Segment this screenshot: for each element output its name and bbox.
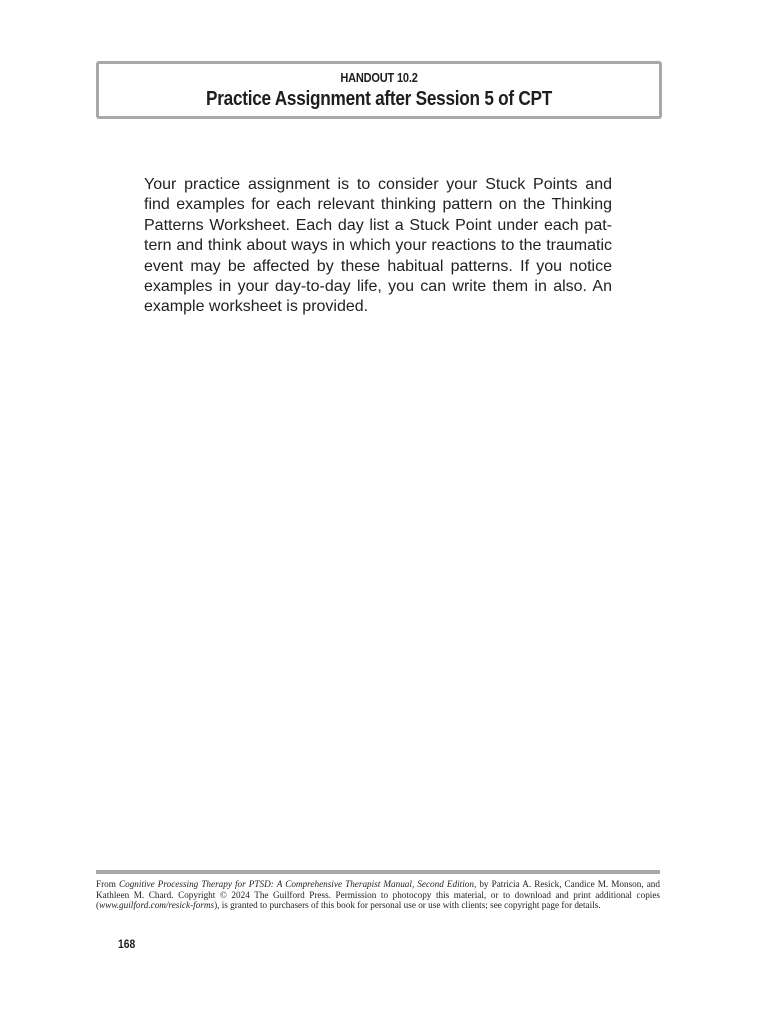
credit-suffix: ), is granted to purchasers of this book for personal use or use with clients; see copyright page for details. xyxy=(214,900,601,911)
page-number: 168 xyxy=(118,939,136,951)
credit-authors: , by Patricia A. Resick, Candice M. Monson, and Kathleen M. Chard. Copyright © 2024 The Guilford Press. Permission to photocopy this material, or to download and print additional copies ( xyxy=(96,879,660,911)
book-title: Cognitive Processing Therapy for PTSD: A Comprehensive Therapist Manual, Second Edition xyxy=(118,879,474,889)
footer-divider xyxy=(96,870,660,874)
handout-header-box xyxy=(96,61,662,119)
handout-title: Practice Assignment after Session 5 of CPT xyxy=(205,88,553,110)
handout-label: HANDOUT 10.2 xyxy=(340,71,418,85)
instructions-paragraph: Your practice assignment is to consider your Stuck Points and find examples for each relevant thinking pattern on the Thinking Patterns Worksheet. Each day list a Stuck Point under each pattern and think about ways in which your reactions to the traumatic event may be affected by these habitual patterns. If you notice examples in your day-to-day life, you can write them in also. An example worksheet is provided. xyxy=(144,176,612,316)
copyright-notice xyxy=(96,879,660,911)
credit-prefix: From xyxy=(96,879,119,889)
forms-url: www.guilford.com/resick-forms xyxy=(99,900,215,911)
